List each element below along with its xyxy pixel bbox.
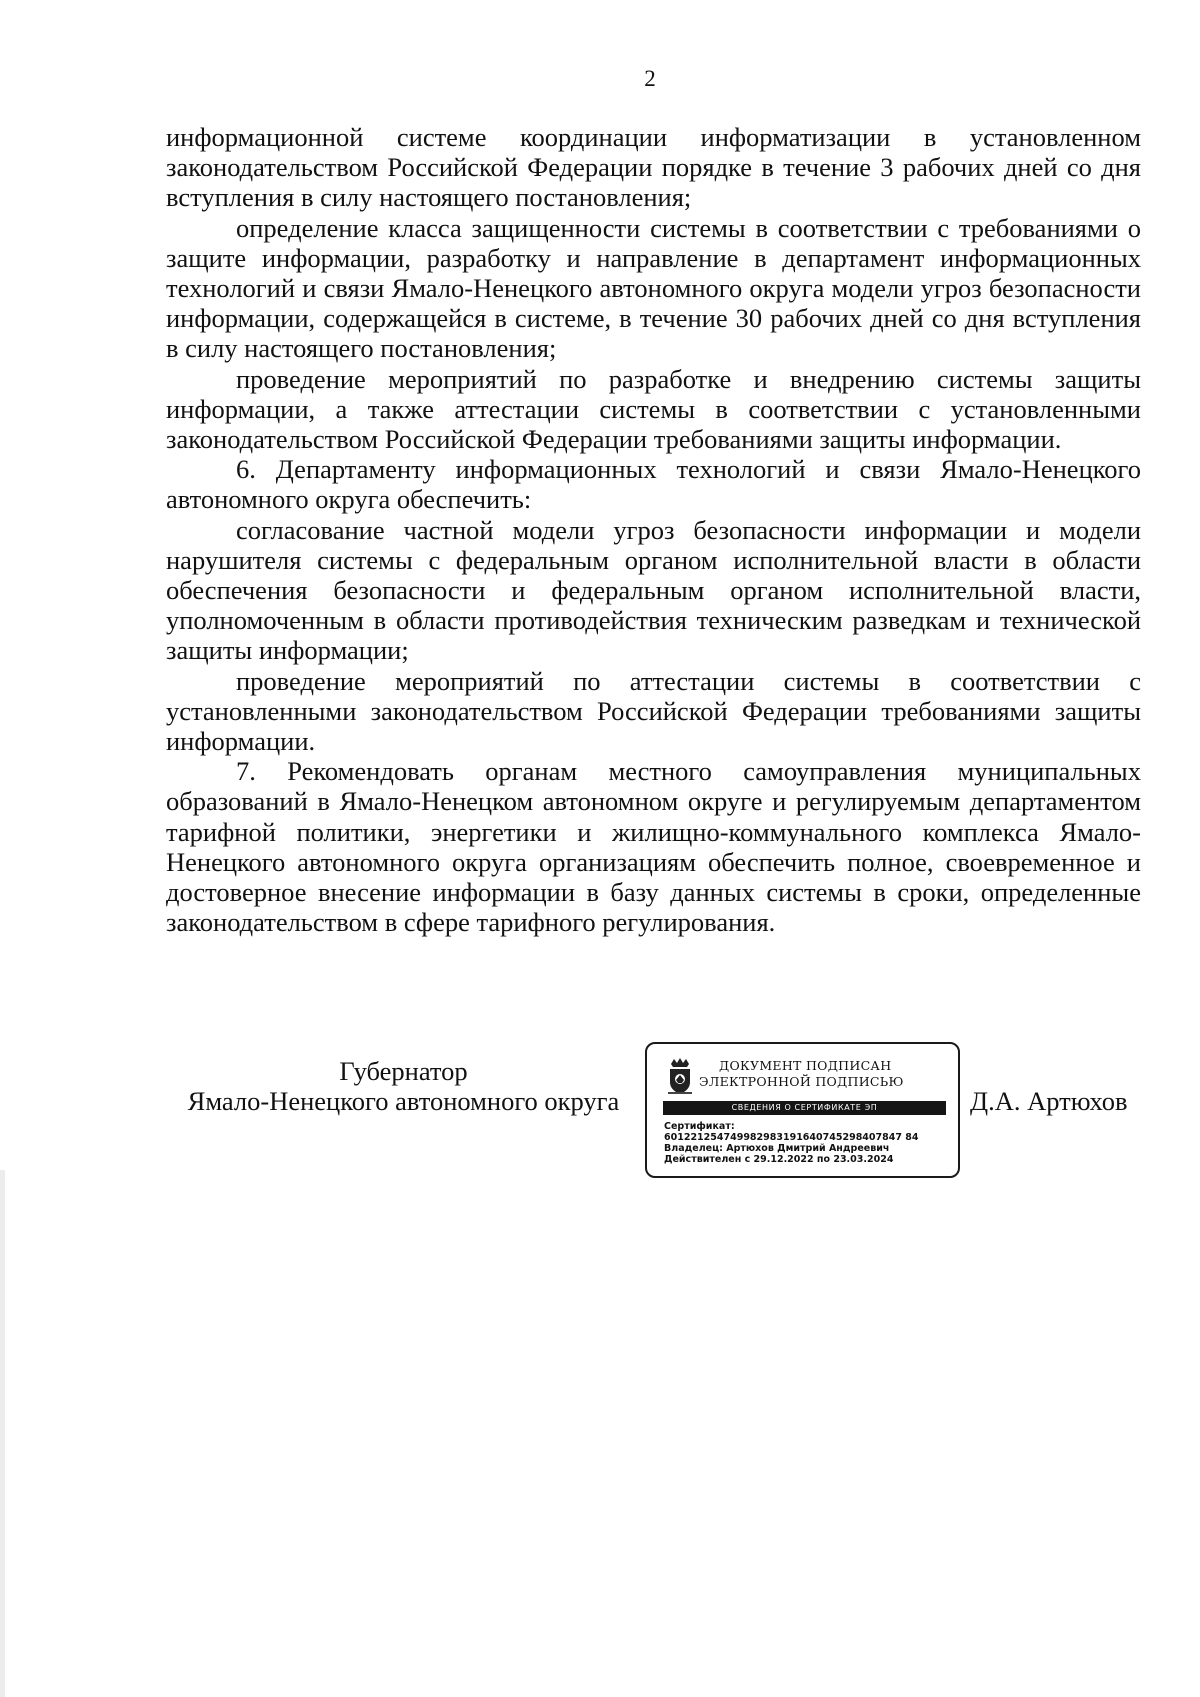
signatory-title-line2: Ямало-Ненецкого автономного округа — [187, 1086, 620, 1116]
stamp-heading-line1: ДОКУМЕНТ ПОДПИСАН — [719, 1058, 892, 1073]
stamp-heading — [699, 1058, 949, 1090]
signatory-title — [166, 1056, 641, 1116]
stamp-heading-line2: ЭЛЕКТРОННОЙ ПОДПИСЬЮ — [699, 1074, 904, 1089]
paragraph-attestation: проведение мероприятий по аттестации системы в соответствии с установленными законодательством Российской Федерации требованиями защиты информации. — [166, 665, 1141, 757]
stamp-certificate-info — [664, 1121, 954, 1165]
paragraph-item-6: 6. Департаменту информационных технологий и связи Ямало-Ненецкого автономного округа обеспечить: — [166, 454, 1141, 515]
paragraph-protection-measures: проведение мероприятий по разработке и внедрению системы защиты информации, а также аттестации системы в соответствии с установленными законодательством Российской Федерации требованиями защиты информации. — [166, 363, 1141, 455]
certificate-label: Сертификат: — [664, 1121, 735, 1132]
certificate-number: 601221254749982983191640745298407847 84 — [664, 1132, 919, 1143]
signatory-name: Д.А. Артюхов — [970, 1086, 1128, 1116]
certificate-owner: Владелец: Артюхов Дмитрий Андреевич — [664, 1143, 890, 1154]
electronic-signature-stamp — [645, 1042, 960, 1178]
paragraph-continuation: информационной системе координации информатизации в установленном законодательством Российской Федерации порядке в течение 3 рабочих дней со дня вступления в силу настоящего постановления; — [166, 122, 1141, 213]
stamp-certificate-bar: СВЕДЕНИЯ О СЕРТИФИКАТЕ ЭП — [663, 1101, 946, 1115]
signatory-title-line1: Губернатор — [339, 1056, 468, 1086]
paragraph-security-class: определение класса защищенности системы в соответствии с требованиями о защите информации, разработку и направление в департамент информационных технологий и связи Ямало-Ненецкого автономного округа модели угроз безопасности информации, содержащейся в системе, в течение 30 рабочих дней со дня вступления в силу настоящего постановления; — [166, 212, 1141, 364]
paragraph-threat-model-approval: согласование частной модели угроз безопасности информации и модели нарушителя системы с федеральным органом исполнительной власти в области обеспечения безопасности и федеральным органом исполнительной власти, уполномоченным в области противодействия техническим разведкам и технической защиты информации; — [166, 514, 1141, 666]
page-number: 2 — [644, 66, 656, 91]
document-body — [166, 122, 1141, 937]
coat-of-arms-icon — [665, 1056, 695, 1096]
paragraph-item-7: 7. Рекомендовать органам местного самоуправления муниципальных образований в Ямало-Ненецком автономном округе и регулируемым департаментом тарифной политики, энергетики и жилищно-коммунального комплекса Ямало-Ненецкого автономного округа организациям обеспечить полное, своевременное и достоверное внесение информации в базу данных системы в сроки, определенные законодательством в сфере тарифного регулирования. — [166, 756, 1141, 938]
certificate-validity: Действителен с 29.12.2022 по 23.03.2024 — [664, 1154, 894, 1165]
scan-edge-shadow — [0, 1170, 5, 1697]
